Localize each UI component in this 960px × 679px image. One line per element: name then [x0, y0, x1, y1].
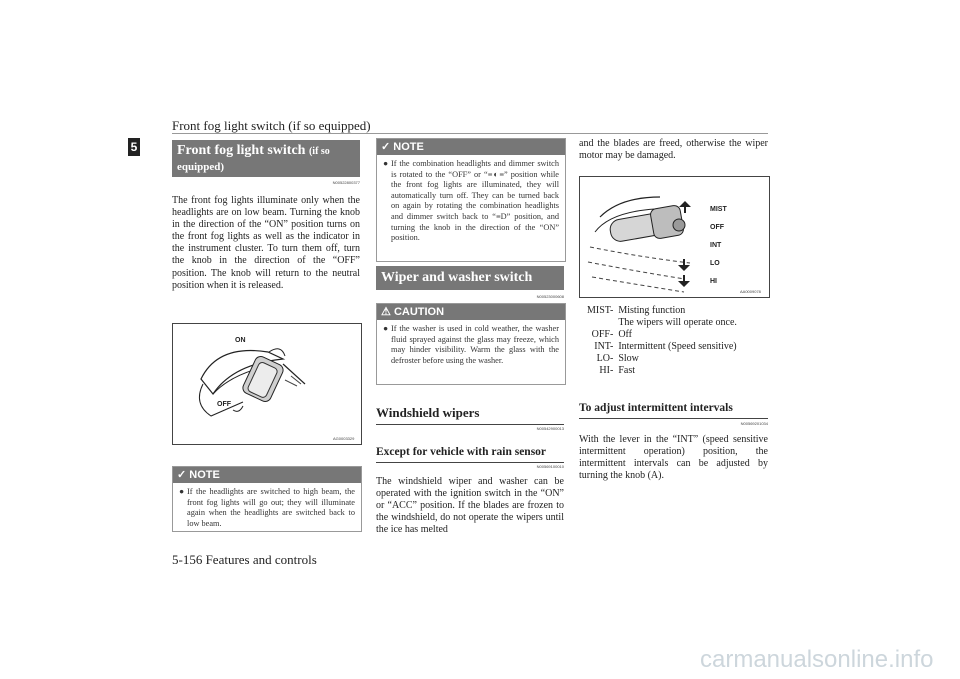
caution-text: If the washer is used in cold weather, the washer fluid sprayed against the glass may freeze, which may hinder visibility. Warm the glass with the defroster before using the washer. — [391, 324, 559, 365]
legend-key: INT- — [594, 341, 614, 353]
fog-off-label: OFF — [217, 401, 231, 408]
windshield-rule — [376, 424, 564, 425]
bullet-icon: ● — [383, 159, 389, 168]
wiper-note — [376, 138, 566, 262]
wiper-position-labels — [710, 201, 727, 291]
legend-subvalue: The wipers will operate once. — [618, 317, 737, 329]
watermark: carmanualsonline.info — [700, 646, 934, 673]
fog-body: The front fog lights illuminate only when the headlights are on low beam. Turning the knob in the direction of the “ON” position turns on the front fog lights as well as the indicator in the instrument cluster. To turn them off, turn the knob in the direction of the “OFF” position. The knob will return to the neutral position when it is released. — [172, 195, 360, 291]
headlight-icon: ≡D — [495, 211, 507, 221]
wiper-body: The windshield wiper and washer can be operated with the ignition switch in the “ON” or “ACC” position. If the blades are frozen to the windshield, do not operate the wipers until the ice has melted — [376, 476, 564, 536]
fog-note-body — [173, 483, 361, 533]
windshield-wipers-heading: Windshield wipers — [376, 405, 480, 420]
wiper-lever-illustration — [580, 177, 769, 297]
fog-switch-figure — [172, 323, 362, 445]
wiper-fig-code: AA0009078 — [740, 289, 761, 294]
bullet-icon: ● — [383, 324, 389, 333]
wiper-code: N00523000608 — [536, 294, 564, 299]
wiper-legend — [587, 305, 737, 378]
wiper-note-header — [377, 139, 565, 155]
legend-key: OFF- — [591, 329, 614, 341]
legend-key: MIST- — [587, 305, 614, 316]
legend-row — [587, 317, 737, 329]
fog-switch-illustration — [173, 324, 361, 444]
fog-note — [172, 466, 362, 532]
caution-title: CAUTION — [393, 306, 445, 318]
wiper-note-text-b: ” position while the front fog lights are illuminated, they will automatically turn off. They can be turned back on again by rotating the combination headlights and dimmer switch back to “ — [391, 169, 559, 221]
legend-row — [587, 353, 737, 365]
legend-row — [587, 341, 737, 353]
windshield-code: N00542900013 — [536, 426, 564, 431]
caution-header — [377, 304, 565, 320]
page-number: 5-156 Features and controls — [172, 552, 317, 567]
fog-note-text: If the headlights are switched to high beam, the front fog lights will go out; they will illuminate again when the headlights are switched back to low beam. — [187, 487, 355, 528]
wiper-note-text-c: ” position, and turning the knob in the direction of the “ON” position. — [391, 211, 559, 243]
legend-value: Intermittent (Speed sensitive) — [618, 341, 737, 353]
note-icon: ✓ — [381, 141, 391, 153]
wiper-section-heading: Wiper and washer switch — [376, 266, 564, 290]
label-off: OFF — [710, 224, 724, 231]
legend-key: LO- — [596, 353, 614, 365]
page-title: Front fog light switch (if so equipped) — [172, 118, 371, 133]
fog-heading-main: Front fog light switch — [177, 143, 309, 158]
legend-row — [587, 305, 737, 317]
intermittent-rule — [579, 418, 768, 419]
label-lo: LO — [710, 260, 720, 267]
label-hi: HI — [710, 278, 717, 285]
legend-key: HI- — [599, 365, 614, 377]
wiper-caution — [376, 303, 566, 385]
rain-sensor-rule — [376, 462, 564, 463]
legend-row — [587, 329, 737, 341]
legend-row — [587, 365, 737, 377]
caution-body — [377, 320, 565, 370]
label-mist: MIST — [710, 206, 727, 213]
legend-value: Misting function — [618, 305, 686, 316]
rain-sensor-code: N00569100010 — [536, 464, 564, 469]
wiper-body-continued: and the blades are freed, otherwise the wiper motor may be damaged. — [579, 138, 768, 162]
bullet-icon: ● — [179, 487, 185, 496]
note-icon: ✓ — [177, 469, 187, 481]
chapter-tab: 5 — [128, 138, 140, 156]
intermittent-heading: To adjust intermittent intervals — [579, 402, 733, 414]
rain-sensor-heading: Except for vehicle with rain sensor — [376, 446, 547, 458]
wiper-note-text-a: If the combination headlights and dimmer switch is rotated to the “OFF” or “ — [391, 159, 559, 179]
fog-heading-small: (if so — [308, 146, 330, 157]
label-int: INT — [710, 242, 722, 249]
tail-light-icon: ≡◐≡ — [487, 169, 505, 179]
fog-heading-line2: equipped) — [177, 161, 225, 173]
legend-value: Slow — [618, 353, 639, 365]
intermittent-code: N00569201034 — [740, 421, 768, 426]
wiper-note-body — [377, 155, 565, 248]
legend-value: Off — [618, 329, 633, 341]
fog-note-header — [173, 467, 361, 483]
intermittent-body: With the lever in the “INT” (speed sensitive intermittent operation) position, the intermittent intervals can be adjusted by turning the knob (A). — [579, 434, 768, 482]
fog-on-label: ON — [235, 337, 246, 344]
header-rule — [172, 133, 768, 134]
fog-section-heading — [172, 140, 360, 177]
legend-value: Fast — [618, 365, 635, 377]
fog-fig-code: AG0003329 — [333, 436, 355, 441]
fog-code: N00522800377 — [332, 180, 360, 185]
wiper-lever-figure — [579, 176, 770, 298]
warning-icon: ⚠ — [381, 306, 391, 318]
wiper-note-title: NOTE — [393, 141, 424, 153]
fog-note-title: NOTE — [189, 469, 220, 481]
